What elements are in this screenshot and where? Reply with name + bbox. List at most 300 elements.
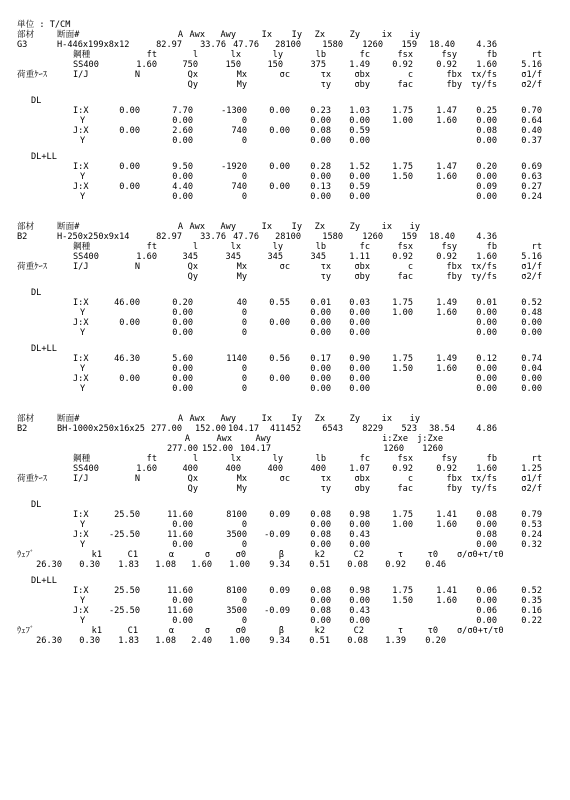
- web-value-8: 0.51: [309, 560, 330, 570]
- result-M: 0: [241, 364, 247, 374]
- result-sb: 1.52: [349, 162, 370, 172]
- result-sf: 0.70: [521, 106, 542, 116]
- load-case-name: DL: [31, 96, 42, 106]
- result-t: 0.13: [310, 182, 331, 192]
- load-case-label: [0, 152, 570, 162]
- steel-value-5: 150: [267, 60, 283, 70]
- load-subheader-6: fby: [446, 80, 462, 90]
- props-value-8: 18.40: [429, 232, 455, 242]
- result-pos: Y: [80, 540, 86, 550]
- steel-header-11: rt: [531, 50, 542, 60]
- result-row: [0, 172, 570, 182]
- web-header: [0, 550, 570, 560]
- result-t: 0.28: [310, 162, 331, 172]
- result-tf: 0.00: [476, 374, 497, 384]
- result-row: [0, 298, 570, 308]
- load-header-8: σbx: [354, 70, 370, 80]
- steel-value-3: 345: [182, 252, 198, 262]
- result-Q: 0.00: [172, 616, 193, 626]
- result-Q: 4.40: [172, 182, 193, 192]
- steel-value-6: 375: [310, 60, 326, 70]
- steel-value-10: 1.60: [476, 252, 497, 262]
- result-sc: 0.56: [269, 354, 290, 364]
- load-header-7: τx: [320, 262, 331, 272]
- steel-value-1: SS400: [73, 464, 99, 474]
- extra-cell-3: 104.17: [239, 444, 271, 454]
- load-header-1: 荷重ｹｰｽ: [17, 70, 48, 80]
- steel-value-8: 0.92: [392, 464, 413, 474]
- load-header-8: σbx: [354, 262, 370, 272]
- result-sb: 0.43: [349, 606, 370, 616]
- result-sc: 0.00: [269, 162, 290, 172]
- result-pos: Y: [80, 328, 86, 338]
- result-row: [0, 384, 570, 394]
- steel-header-3: l: [192, 50, 198, 60]
- steel-value-8: 0.92: [392, 252, 413, 262]
- props-header-2: Awx: [189, 414, 205, 424]
- load-subheader-2: My: [236, 80, 247, 90]
- result-sf: 0.48: [521, 308, 542, 318]
- web-value-10: 1.39: [385, 636, 406, 646]
- load-case-name: DL+LL: [31, 344, 57, 354]
- result-tf: 0.00: [476, 328, 497, 338]
- result-tf: 0.06: [476, 586, 497, 596]
- load-case-label: [0, 500, 570, 510]
- result-t: 0.08: [310, 586, 331, 596]
- load-header-5: Mx: [236, 474, 247, 484]
- result-Q: 0.00: [172, 136, 193, 146]
- result-M: 0: [241, 616, 247, 626]
- load-subheader-7: τy/fs: [471, 80, 497, 90]
- result-Q: 0.00: [172, 520, 193, 530]
- result-tf: 0.01: [476, 298, 497, 308]
- props-value-9: 4.36: [476, 232, 497, 242]
- web-header-9: τ: [397, 626, 403, 636]
- load-subheader-1: Qy: [187, 484, 198, 494]
- result-sc: 0.09: [269, 510, 290, 520]
- props-header-7: Zy: [349, 414, 360, 424]
- steel-header-7: fc: [359, 50, 370, 60]
- steel-header-9: fsy: [441, 50, 457, 60]
- result-sf: 0.22: [521, 616, 542, 626]
- result-sf: 0.04: [521, 364, 542, 374]
- result-t: 0.00: [310, 318, 331, 328]
- result-M: 0: [241, 192, 247, 202]
- props-value-9: 4.36: [476, 40, 497, 50]
- result-pos: Y: [80, 308, 86, 318]
- steel-header: [0, 50, 570, 60]
- result-tf: 0.09: [476, 182, 497, 192]
- result-pos: J:X: [73, 318, 89, 328]
- load-subheader-6: fby: [446, 272, 462, 282]
- load-header-7: τx: [320, 70, 331, 80]
- extra-cell-4: i:Zxe: [382, 434, 408, 444]
- load-header-11: τx/fs: [471, 262, 497, 272]
- web-header-9: τ: [397, 550, 403, 560]
- result-pos: J:X: [73, 606, 89, 616]
- load-subheader-7: τy/fs: [471, 484, 497, 494]
- web-value-1: 26.30: [36, 636, 62, 646]
- props-value-6: 1260: [362, 232, 383, 242]
- result-sb: 0.00: [349, 364, 370, 374]
- result-tf: 0.00: [476, 384, 497, 394]
- result-fb: 1.60: [436, 596, 457, 606]
- member-label: 部材: [17, 222, 35, 232]
- extra-cell-2: 152.00: [201, 444, 233, 454]
- props-header-5: Iy: [291, 414, 302, 424]
- load-header-9: c: [407, 70, 413, 80]
- steel-value-11: 5.16: [521, 60, 542, 70]
- result-sb: 0.98: [349, 586, 370, 596]
- result-Q: 0.20: [172, 298, 193, 308]
- props-value-1: 277.00: [150, 424, 182, 434]
- result-N: 0.00: [119, 182, 140, 192]
- result-row: [0, 586, 570, 596]
- load-header-2: I/J: [73, 474, 89, 484]
- result-row: [0, 596, 570, 606]
- result-M: 3500: [226, 530, 247, 540]
- extra-cell-3: Awy: [255, 434, 271, 444]
- steel-value-4: 150: [225, 60, 241, 70]
- result-pos: Y: [80, 364, 86, 374]
- web-header-4: σ: [204, 550, 210, 560]
- result-t: 0.08: [310, 606, 331, 616]
- result-sc: 0.55: [269, 298, 290, 308]
- web-header-7: k2: [314, 626, 325, 636]
- web-value-3: 1.83: [118, 560, 139, 570]
- props-header-4: Ix: [261, 30, 272, 40]
- result-sf: 0.37: [521, 136, 542, 146]
- props-value-4: 28100: [275, 232, 301, 242]
- result-Q: 0.00: [172, 384, 193, 394]
- load-subheader-8: σ2/f: [521, 272, 542, 282]
- result-sc: 0.00: [269, 182, 290, 192]
- result-tf: 0.00: [476, 136, 497, 146]
- result-sb: 0.00: [349, 116, 370, 126]
- load-subheader-3: τy: [320, 272, 331, 282]
- props-header-9: iy: [409, 222, 420, 232]
- steel-value-9: 0.92: [436, 252, 457, 262]
- section-no-label: 断面#: [57, 222, 80, 232]
- steel-value-9: 0.92: [436, 464, 457, 474]
- result-row: [0, 354, 570, 364]
- web-value-10: 0.92: [385, 560, 406, 570]
- web-values: [0, 636, 570, 646]
- steel-value-7: 1.07: [349, 464, 370, 474]
- load-header-4: Qx: [187, 70, 198, 80]
- props-header-4: Ix: [261, 222, 272, 232]
- result-pos: I:X: [73, 106, 89, 116]
- web-header-4: σ: [204, 626, 210, 636]
- section-props-header: [0, 30, 570, 40]
- result-N: 46.00: [114, 298, 140, 308]
- result-Q: 0.00: [172, 374, 193, 384]
- result-sb: 0.00: [349, 596, 370, 606]
- result-tf: 0.00: [476, 318, 497, 328]
- result-sb: 1.03: [349, 106, 370, 116]
- result-N: -25.50: [108, 606, 140, 616]
- result-c: 1.50: [392, 172, 413, 182]
- result-N: 0.00: [119, 318, 140, 328]
- load-header-12: σ1/f: [521, 70, 542, 80]
- steel-value-5: 345: [267, 252, 283, 262]
- result-tf: 0.00: [476, 364, 497, 374]
- result-N: 0.00: [119, 126, 140, 136]
- result-sb: 0.00: [349, 172, 370, 182]
- load-header-12: σ1/f: [521, 474, 542, 484]
- steel-header-2: ft: [146, 454, 157, 464]
- result-sf: 0.35: [521, 596, 542, 606]
- web-value-4: 1.08: [155, 636, 176, 646]
- steel-header-11: rt: [531, 242, 542, 252]
- result-pos: I:X: [73, 586, 89, 596]
- result-row: [0, 136, 570, 146]
- steel-header-5: ly: [272, 454, 283, 464]
- result-sb: 0.59: [349, 182, 370, 192]
- web-value-4: 1.08: [155, 560, 176, 570]
- web-value-2: 0.30: [79, 636, 100, 646]
- result-row: [0, 192, 570, 202]
- web-header-5: σ0: [235, 550, 246, 560]
- props-header-1: A: [177, 222, 183, 232]
- load-case-label: [0, 576, 570, 586]
- result-fb: 1.60: [436, 308, 457, 318]
- result-pos: J:X: [73, 182, 89, 192]
- result-M: 0: [241, 596, 247, 606]
- steel-header-5: ly: [272, 50, 283, 60]
- result-c: 1.50: [392, 596, 413, 606]
- result-t: 0.00: [310, 192, 331, 202]
- result-sb: 0.90: [349, 354, 370, 364]
- result-fb: 1.60: [436, 364, 457, 374]
- props-header-3: Awy: [220, 30, 236, 40]
- load-subheader-5: fac: [397, 484, 413, 494]
- web-header-10: τ0: [427, 626, 438, 636]
- result-row: [0, 606, 570, 616]
- load-header-6: σc: [279, 474, 290, 484]
- result-sf: 0.40: [521, 126, 542, 136]
- section-extra-hdr: [0, 434, 570, 444]
- steel-value-11: 1.25: [521, 464, 542, 474]
- result-sf: 0.00: [521, 318, 542, 328]
- steel-value-1: SS400: [73, 252, 99, 262]
- web-header-2: C1: [127, 550, 138, 560]
- props-value-9: 4.86: [476, 424, 497, 434]
- result-row: [0, 540, 570, 550]
- load-subheader-3: τy: [320, 80, 331, 90]
- result-fb: 1.47: [436, 106, 457, 116]
- props-value-5: 1580: [322, 40, 343, 50]
- steel-header-8: fsx: [397, 242, 413, 252]
- result-sf: 0.00: [521, 374, 542, 384]
- member-label: 部材: [17, 414, 35, 424]
- load-subheader-6: fby: [446, 484, 462, 494]
- steel-value-11: 5.16: [521, 252, 542, 262]
- result-c: 1.00: [392, 308, 413, 318]
- load-subheader-1: Qy: [187, 272, 198, 282]
- steel-value-6: 400: [310, 464, 326, 474]
- result-t: 0.08: [310, 126, 331, 136]
- load-header-8: σbx: [354, 474, 370, 484]
- web-header-7: k2: [314, 550, 325, 560]
- web-header-6: β: [278, 626, 284, 636]
- web-header: [0, 626, 570, 636]
- steel-value-3: 400: [182, 464, 198, 474]
- load-header-9: c: [407, 262, 413, 272]
- result-tf: 0.08: [476, 510, 497, 520]
- unit-line: [0, 20, 570, 30]
- load-subheader-8: σ2/f: [521, 80, 542, 90]
- result-tf: 0.00: [476, 520, 497, 530]
- result-pos: I:X: [73, 510, 89, 520]
- steel-value-9: 0.92: [436, 60, 457, 70]
- result-pos: Y: [80, 596, 86, 606]
- load-header-1: 荷重ｹｰｽ: [17, 474, 48, 484]
- result-c: 1.75: [392, 354, 413, 364]
- result-tf: 0.08: [476, 530, 497, 540]
- result-sf: 0.69: [521, 162, 542, 172]
- props-header-3: Awy: [220, 414, 236, 424]
- result-N: 0.00: [119, 162, 140, 172]
- result-sf: 0.74: [521, 354, 542, 364]
- result-fb: 1.41: [436, 586, 457, 596]
- result-Q: 0.00: [172, 308, 193, 318]
- result-sf: 0.24: [521, 530, 542, 540]
- result-tf: 0.12: [476, 354, 497, 364]
- result-Q: 5.60: [172, 354, 193, 364]
- result-Q: 11.60: [167, 606, 193, 616]
- load-header-9: c: [407, 474, 413, 484]
- result-N: 25.50: [114, 510, 140, 520]
- steel-header-10: fb: [486, 242, 497, 252]
- result-M: 8100: [226, 586, 247, 596]
- web-header-1: k1: [91, 550, 102, 560]
- props-value-5: 1580: [322, 232, 343, 242]
- steel-value-4: 400: [225, 464, 241, 474]
- result-row: [0, 364, 570, 374]
- result-sf: 0.00: [521, 328, 542, 338]
- props-header-6: Zx: [314, 414, 325, 424]
- load-subheader-2: My: [236, 272, 247, 282]
- result-M: 1140: [226, 354, 247, 364]
- load-header-2: [0, 80, 570, 90]
- result-pos: Y: [80, 116, 86, 126]
- props-value-6: 1260: [362, 40, 383, 50]
- result-c: 1.75: [392, 510, 413, 520]
- result-Q: 0.00: [172, 540, 193, 550]
- web-value-5: 2.40: [191, 636, 212, 646]
- result-sb: 0.00: [349, 616, 370, 626]
- steel-value-2: 1.60: [136, 252, 157, 262]
- web-value-11: 0.20: [425, 636, 446, 646]
- result-c: 1.75: [392, 162, 413, 172]
- result-sf: 0.24: [521, 192, 542, 202]
- result-M: 0: [241, 328, 247, 338]
- web-header-3: α: [168, 626, 174, 636]
- web-value-7: 9.34: [269, 636, 290, 646]
- result-fb: 1.49: [436, 298, 457, 308]
- member-name: B2: [17, 424, 28, 434]
- section-props-header: [0, 414, 570, 424]
- web-header-10: τ0: [427, 550, 438, 560]
- result-t: 0.08: [310, 530, 331, 540]
- props-header-6: Zx: [314, 222, 325, 232]
- result-c: 1.75: [392, 298, 413, 308]
- load-subheader-3: τy: [320, 484, 331, 494]
- web-header-11: σ/σ0+τ/τ0: [457, 626, 504, 636]
- steel-value-7: 1.11: [349, 252, 370, 262]
- props-value-4: 411452: [269, 424, 301, 434]
- web-value-8: 0.51: [309, 636, 330, 646]
- section-name: H-446x199x8x12: [57, 40, 130, 50]
- load-header-2: [0, 272, 570, 282]
- load-case-label: [0, 344, 570, 354]
- steel-value-1: SS400: [73, 60, 99, 70]
- result-t: 0.00: [310, 136, 331, 146]
- result-t: 0.00: [310, 616, 331, 626]
- steel-header-10: fb: [486, 50, 497, 60]
- result-tf: 0.08: [476, 126, 497, 136]
- props-header-8: ix: [381, 222, 392, 232]
- result-row: [0, 182, 570, 192]
- web-header-6: β: [278, 550, 284, 560]
- result-M: 0: [241, 374, 247, 384]
- load-header-2: I/J: [73, 70, 89, 80]
- web-value-5: 1.60: [191, 560, 212, 570]
- props-header-5: Iy: [291, 30, 302, 40]
- steel-value-8: 0.92: [392, 60, 413, 70]
- result-row: [0, 374, 570, 384]
- steel-header-11: rt: [531, 454, 542, 464]
- result-sc: 0.00: [269, 106, 290, 116]
- props-value-7: 159: [401, 232, 417, 242]
- result-fb: 1.41: [436, 510, 457, 520]
- result-Q: 11.60: [167, 510, 193, 520]
- steel-header-4: lx: [230, 50, 241, 60]
- steel-header: [0, 454, 570, 464]
- steel-header: [0, 242, 570, 252]
- result-row: [0, 162, 570, 172]
- result-Q: 0.00: [172, 192, 193, 202]
- load-case-name: DL: [31, 500, 42, 510]
- result-sb: 0.98: [349, 510, 370, 520]
- result-sf: 0.00: [521, 384, 542, 394]
- load-header-12: σ1/f: [521, 262, 542, 272]
- steel-header-1: 鋼種: [73, 242, 91, 252]
- section-no-label: 断面#: [57, 414, 80, 424]
- props-value-1: 82.97: [156, 40, 182, 50]
- section-name: BH-1000x250x16x25: [57, 424, 145, 434]
- section-extra-val: [0, 444, 570, 454]
- result-Q: 11.60: [167, 586, 193, 596]
- result-tf: 0.06: [476, 606, 497, 616]
- steel-header-2: ft: [146, 242, 157, 252]
- result-row: [0, 308, 570, 318]
- extra-cell-4: 1260: [383, 444, 404, 454]
- section-props-values: [0, 232, 570, 242]
- props-value-5: 6543: [322, 424, 343, 434]
- result-c: 1.75: [392, 106, 413, 116]
- result-pos: Y: [80, 384, 86, 394]
- load-header-2: [0, 484, 570, 494]
- result-sb: 0.59: [349, 126, 370, 136]
- props-value-1: 82.97: [156, 232, 182, 242]
- result-sc: 0.00: [269, 374, 290, 384]
- steel-header-7: fc: [359, 242, 370, 252]
- result-sf: 0.32: [521, 540, 542, 550]
- result-sb: 0.00: [349, 520, 370, 530]
- result-M: 740: [231, 126, 247, 136]
